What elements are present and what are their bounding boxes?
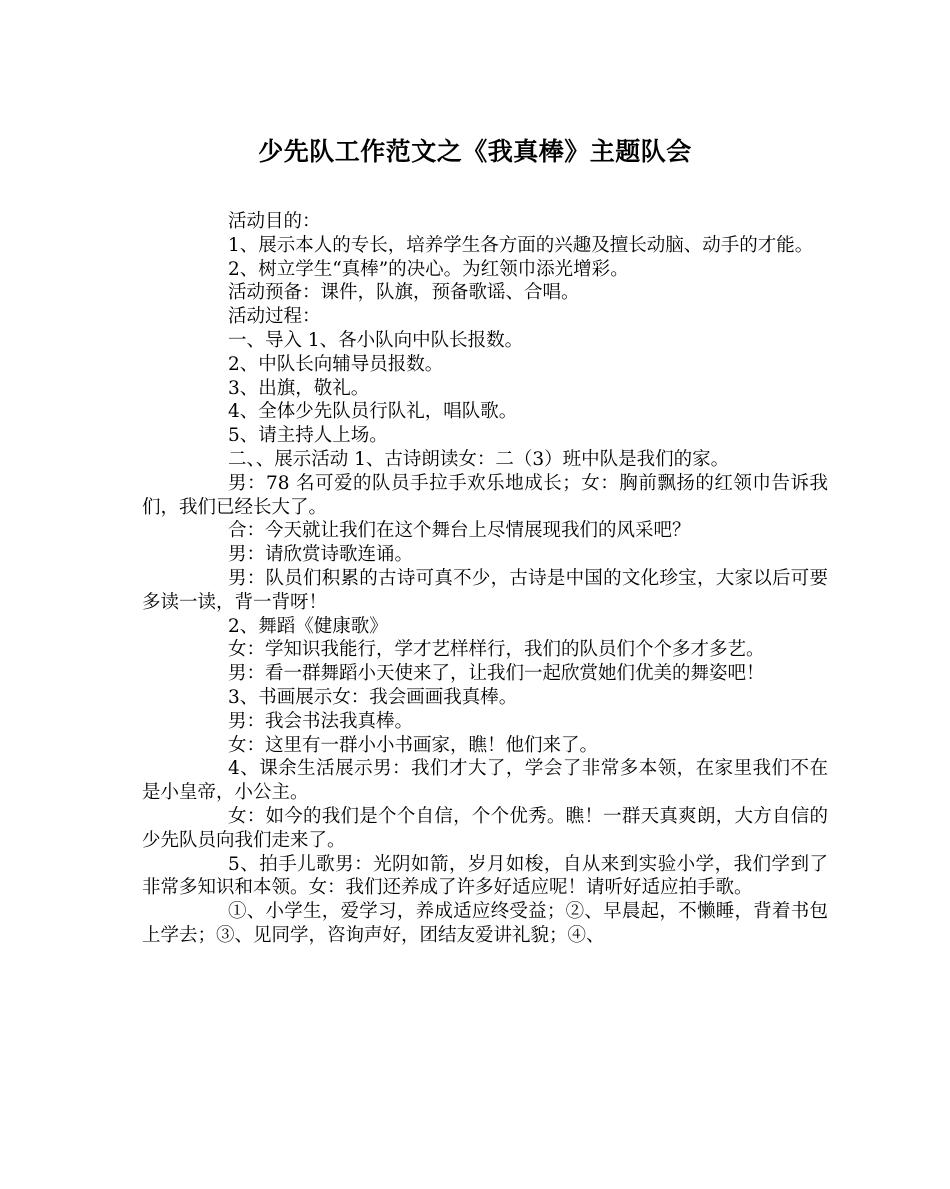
paragraph: 活动过程： <box>228 306 321 328</box>
paragraph: 男：我会书法我真棒。 <box>228 710 414 732</box>
paragraph: 一、导入 1、各小队向中队长报数。 <box>228 329 524 351</box>
document-body <box>142 210 828 948</box>
paragraph: 4、课余生活展示男：我们才大了，学会了非常多本领，在家里我们不在是小皇帝，小公主。 <box>142 758 828 804</box>
paragraph: 2、树立学生“真棒”的决心。为红领巾添光增彩。 <box>228 258 629 280</box>
paragraph: 5、请主持人上场。 <box>228 425 388 447</box>
paragraph: 3、书画展示女：我会画画我真棒。 <box>228 686 518 708</box>
paragraph: ①、小学生，爱学习，养成适应终受益；②、早晨起，不懒睡，背着书包上学去；③、见同学，咨询声好，团结友爱讲礼貌；④、 <box>142 901 828 946</box>
paragraph: 男：请欣赏诗歌连诵。 <box>228 544 414 566</box>
document-title: 少先队工作范文之《我真棒》主题队会 <box>258 137 692 166</box>
paragraph: 活动预备：课件，队旗，预备歌谣、合唱。 <box>228 282 580 304</box>
paragraph: 1、展示本人的专长，培养学生各方面的兴趣及擅长动脑、动手的才能。 <box>228 234 814 256</box>
paragraph: 合：今天就让我们在这个舞台上尽情展现我们的风采吧？ <box>228 520 691 542</box>
paragraph: 女：学知识我能行，学才艺样样行，我们的队员们个个多才多艺。 <box>228 639 765 661</box>
paragraph: 女：如今的我们是个个自信，个个优秀。瞧！一群天真爽朗，大方自信的少先队员向我们走来了。 <box>142 805 828 851</box>
paragraph: 女：这里有一群小小书画家，瞧！他们来了。 <box>228 734 599 756</box>
paragraph: 2、舞蹈《健康歌》 <box>228 615 388 637</box>
paragraph: 4、全体少先队员行队礼，唱队歌。 <box>228 401 518 423</box>
paragraph: 5、拍手儿歌男：光阴如箭，岁月如梭，自从来到实验小学，我们学到了非常多知识和本领。女：我们还养成了许多好适应呢！请听好适应拍手歌。 <box>142 853 828 899</box>
paragraph: 2、中队长向辅导员报数。 <box>228 353 444 375</box>
paragraph: 男：队员们积累的古诗可真不少，古诗是中国的文化珍宝，大家以后可要多读一读，背一背呀！ <box>142 567 828 613</box>
paragraph: 男：看一群舞蹈小天使来了，让我们一起欣赏她们优美的舞姿吧！ <box>228 663 765 685</box>
paragraph: 男：78 名可爱的队员手拉手欢乐地成长；女：胸前飘扬的红领巾告诉我们，我们已经长大了。 <box>142 472 828 518</box>
paragraph: 二、、展示活动 1、古诗朗读女：二（3）班中队是我们的家。 <box>228 448 730 470</box>
paragraph: 活动目的： <box>228 211 321 232</box>
paragraph: 3、出旗，敬礼。 <box>228 377 370 399</box>
